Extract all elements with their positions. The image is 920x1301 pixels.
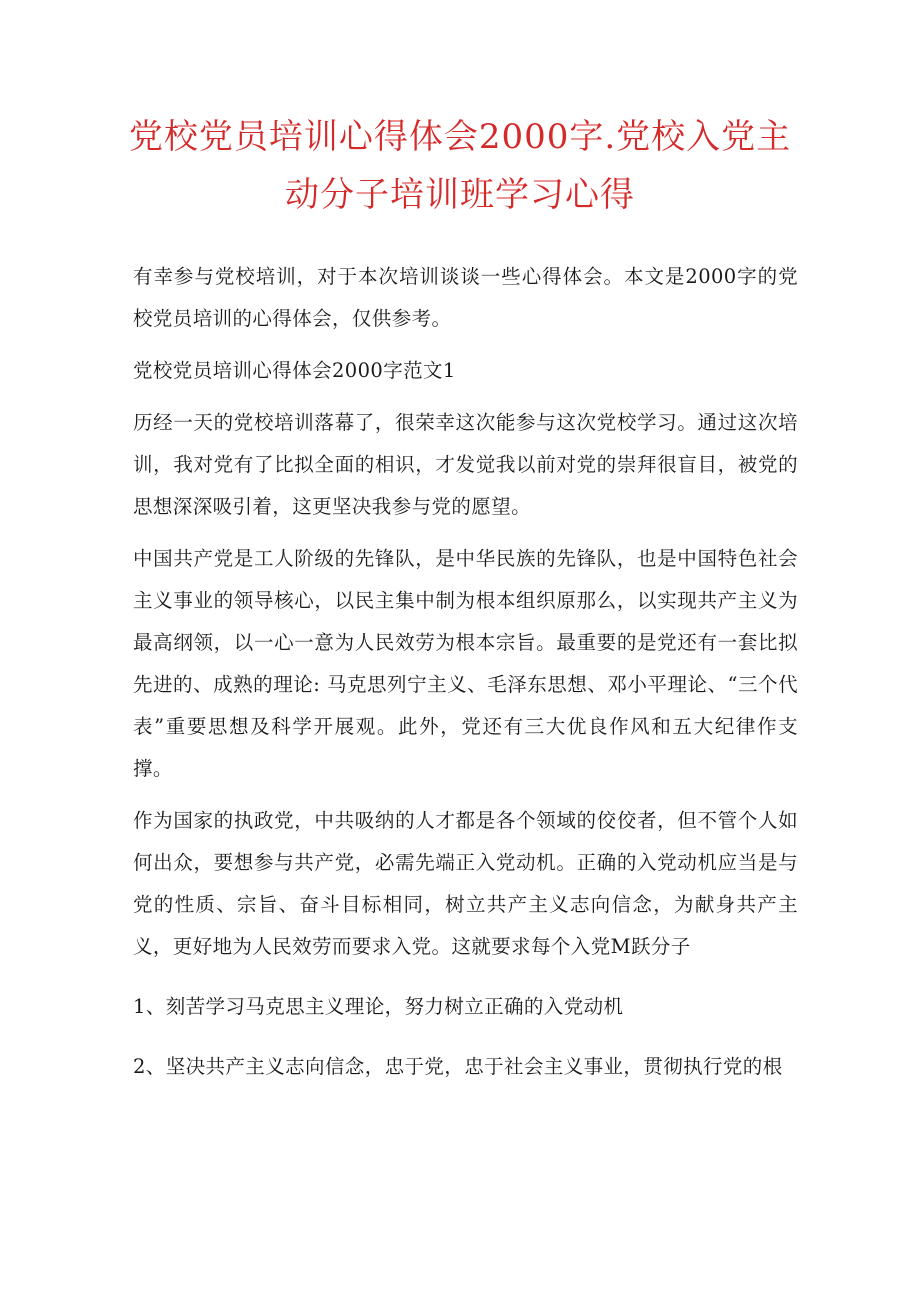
title-line-2: 动分子培训班学习心得 [285, 175, 635, 215]
document-body [133, 256, 798, 1106]
list-item: 2、坚决共产主义志向信念，忠于党，忠于社会主义事业，贯彻执行党的根 [133, 1055, 783, 1078]
section-heading: 党校党员培训心得体会2000字范文1 [133, 359, 456, 382]
body-paragraph: 作为国家的执政党，中共吸纳的人才都是各个领域的佼佼者，但不管个人如何出众，要想参与共产党，必需先端正入党动机。正确的入党动机应当是与党的性质、宗旨、奋斗目标相同，树立共产主义志向信念，为献身共产主义，更好地为人民效劳而要求入党。这就要求每个入党M跃分子 [133, 809, 798, 958]
list-item: 1、刻苦学习马克思主义理论，努力树立正确的入党动机 [133, 995, 624, 1018]
body-paragraph: 历经一天的党校培训落幕了，很荣幸这次能参与这次党校学习。通过这次培训，我对党有了比拟全面的相识，才发觉我以前对党的崇拜很盲目，被党的思想深深吸引着，这更坚决我参与党的愿望。 [133, 411, 798, 518]
document-title [110, 108, 810, 224]
intro-paragraph: 有幸参与党校培训，对于本次培训谈谈一些心得体会。本文是2000字的党校党员培训的心得体会，仅供参考。 [133, 265, 798, 330]
title-line-1: 党校党员培训心得体会2000字.党校入党主 [128, 117, 792, 157]
body-paragraph: 中国共产党是工人阶级的先锋队，是中华民族的先锋队，也是中国特色社会主义事业的领导核心，以民主集中制为根本组织原那么，以实现共产主义为最高纲领，以一心一意为人民效劳为根本宗旨。最重要的是党还有一套比拟先进的、成熟的理论: 马克思列宁主义、毛泽东思想、邓小平理论、“三个代表”重要思想及科学开展观。此外，党还有三大优良作风和五大纪律作支撑。 [133, 547, 798, 780]
